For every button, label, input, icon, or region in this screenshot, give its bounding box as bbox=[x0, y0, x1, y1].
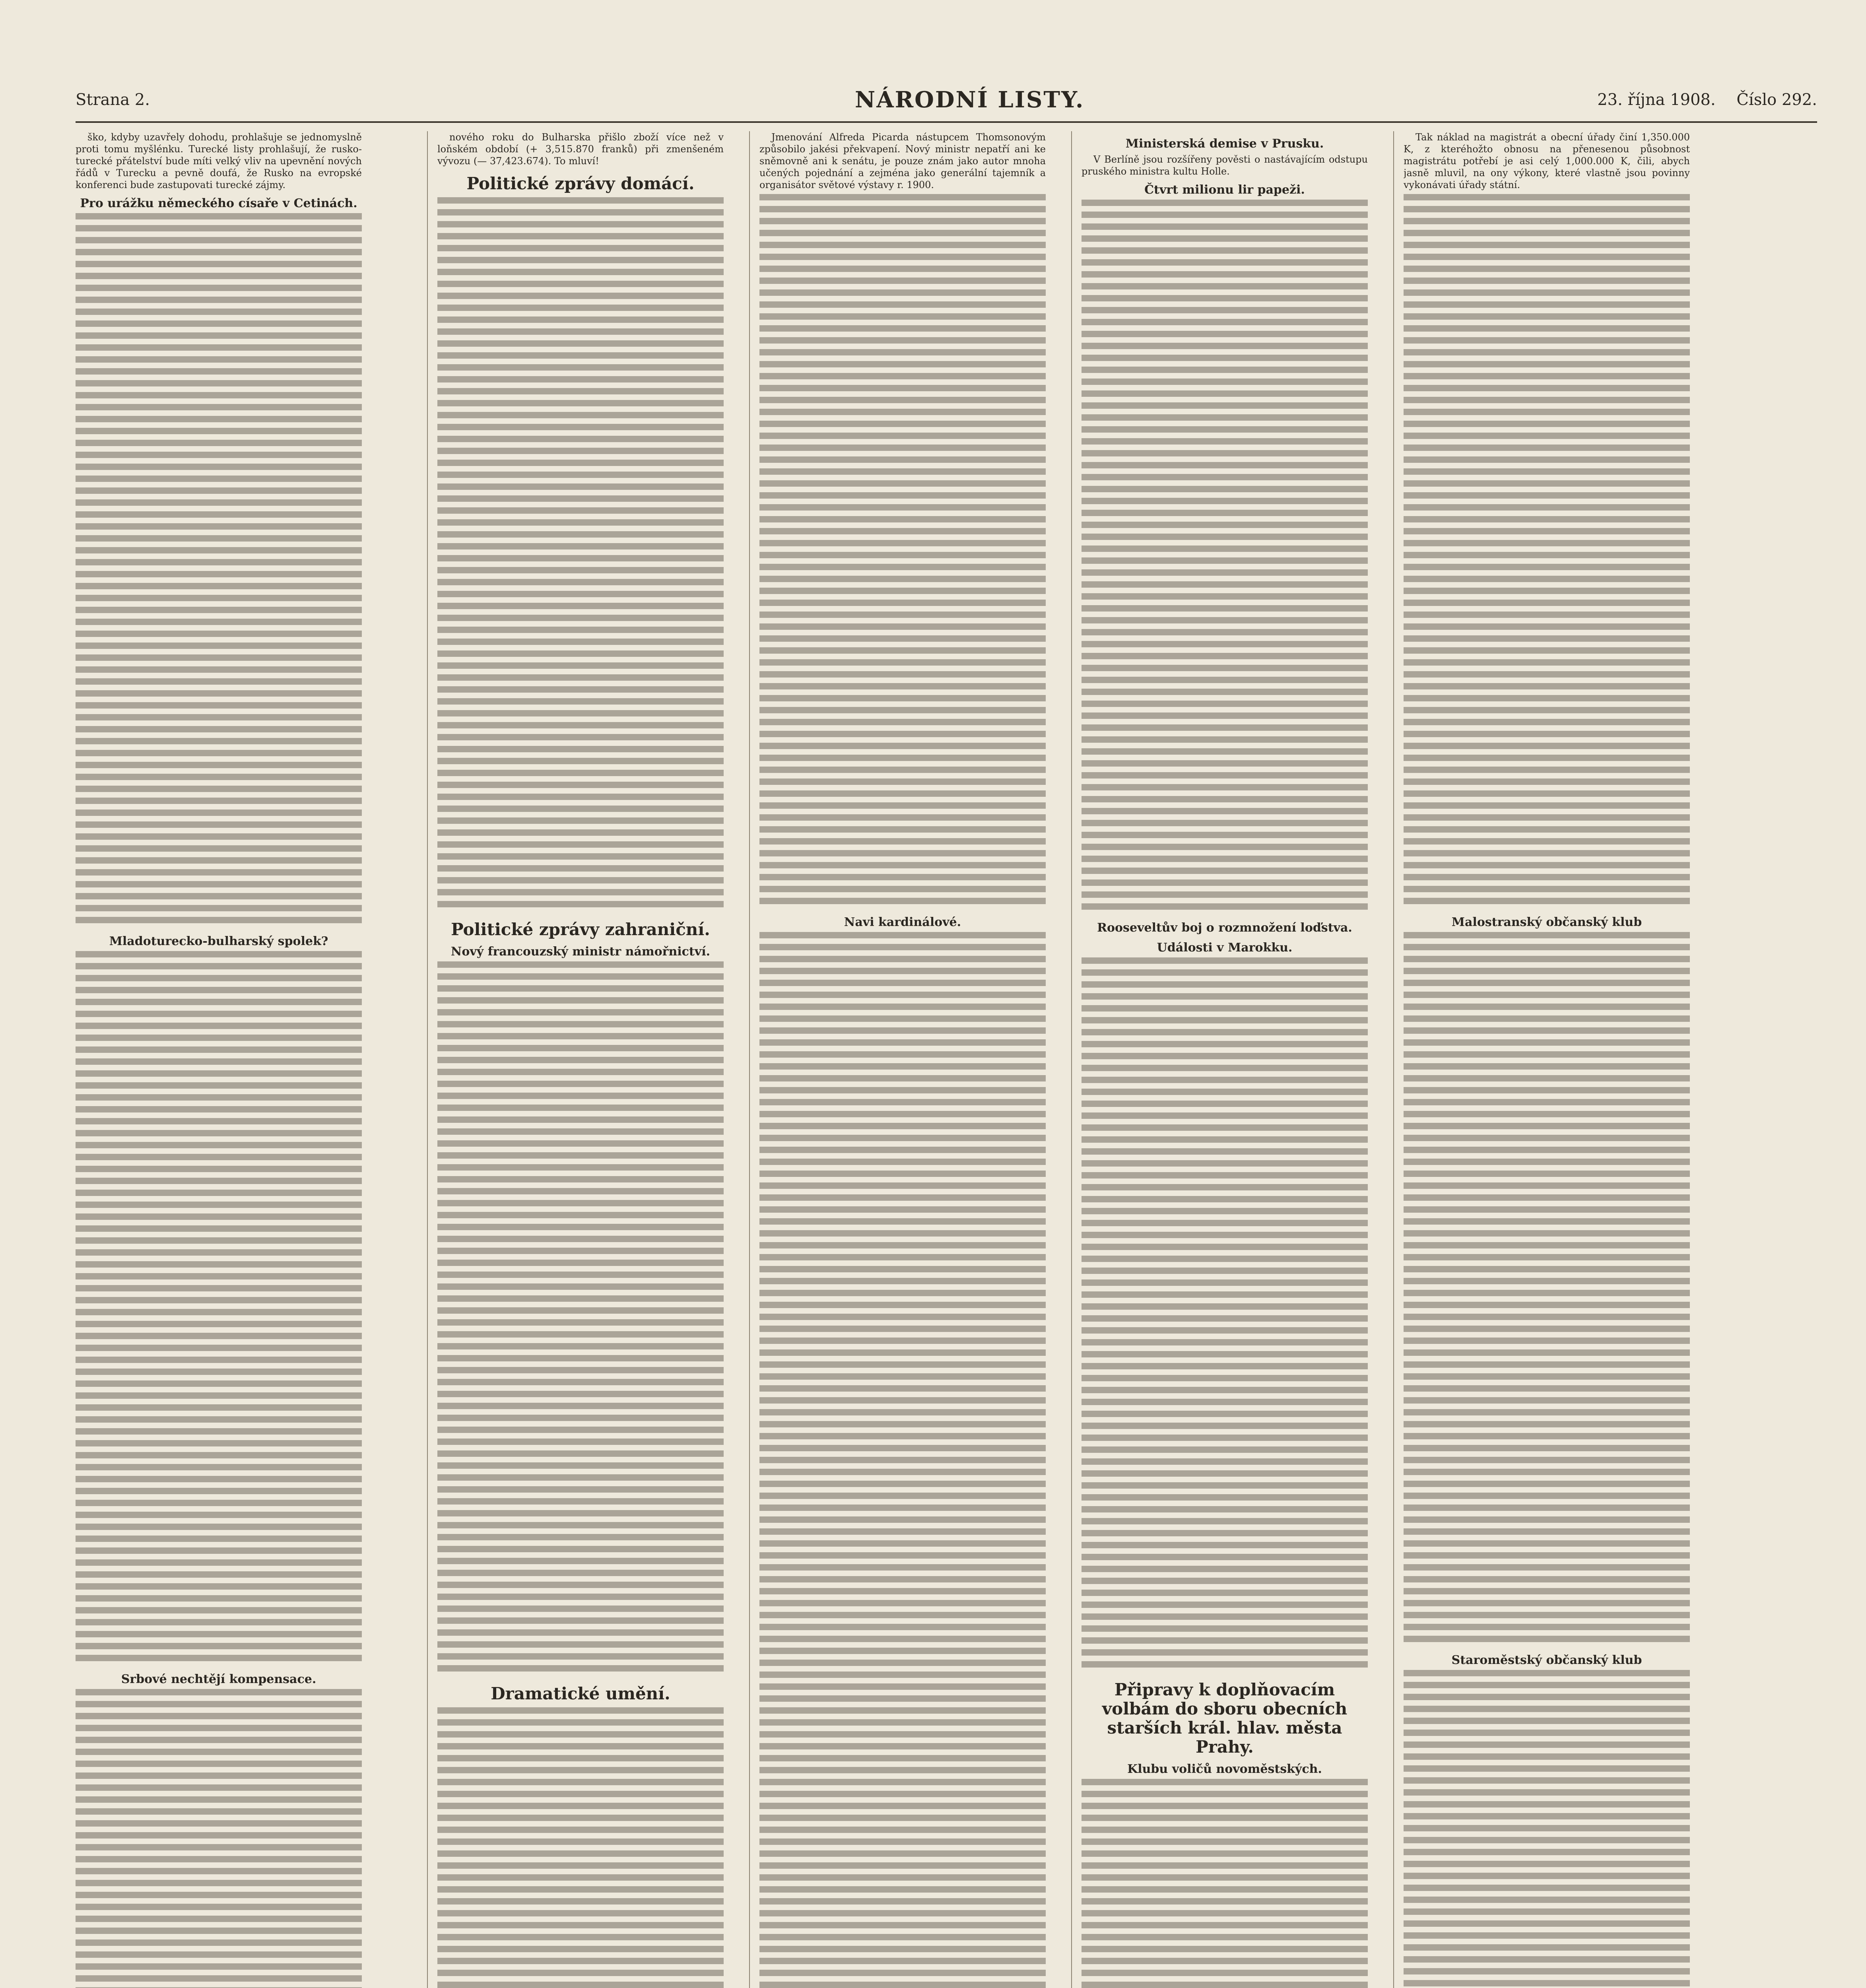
article-text-block bbox=[76, 213, 362, 929]
article-heading: Klubu voličů novoměstských. bbox=[1127, 1762, 1322, 1776]
column-4 bbox=[1082, 131, 1368, 1988]
section-heading: Politické zprávy domácí. bbox=[466, 174, 695, 193]
article-heading: Události v Marokku. bbox=[1157, 941, 1293, 955]
issue-number: Číslo 292. bbox=[1736, 91, 1817, 109]
article-text-block bbox=[437, 1707, 724, 1988]
column-lead: V Berlíně jsou rozšířeny pověsti o nastávajícím odstupu pruského ministra kultu Holle. bbox=[1082, 154, 1368, 177]
section-heading: Připravy k doplňovacím volbám do sboru obecních starších král. hlav. města Prahy. bbox=[1102, 1680, 1348, 1757]
section-heading: Dramatické umění. bbox=[491, 1684, 670, 1703]
masthead bbox=[76, 87, 1817, 118]
article-text-block bbox=[1082, 1779, 1368, 1988]
column-divider bbox=[427, 131, 428, 1988]
article-text-block bbox=[1082, 957, 1368, 1673]
article-text-block bbox=[1404, 932, 1690, 1648]
article-heading: Srbové nechtějí kompensace. bbox=[121, 1672, 317, 1686]
column-3 bbox=[759, 131, 1046, 1988]
column-lead: nového roku do Bulharska přišlo zboží více než v loňském období (+ 3,515.870 franků) při zmenšeném vývozu (— 37,423.674). To mluví! bbox=[437, 132, 724, 167]
article-heading: Rooseveltův boj o rozmnožení loďstva. bbox=[1097, 921, 1352, 935]
article-heading: Mladoturecko-bulharský spolek? bbox=[109, 934, 328, 948]
article-text-block bbox=[76, 1689, 362, 1988]
article-text-block bbox=[437, 961, 724, 1677]
column-5 bbox=[1404, 131, 1690, 1988]
article-text-block bbox=[437, 197, 724, 913]
article-text-block bbox=[759, 194, 1046, 910]
column-divider bbox=[1071, 131, 1072, 1988]
article-heading: Navi kardinálové. bbox=[844, 915, 961, 929]
column-1 bbox=[76, 131, 362, 1988]
newspaper-title: NÁRODNÍ LISTY. bbox=[855, 87, 1085, 113]
issue-date: 23. října 1908. bbox=[1597, 91, 1716, 109]
article-heading: Nový francouzský ministr námořnictví. bbox=[450, 945, 711, 959]
section-heading: Politické zprávy zahraniční. bbox=[451, 920, 710, 939]
article-text-block bbox=[76, 951, 362, 1667]
column-lead: Jmenování Alfreda Picarda nástupcem Thomsonovým způsobilo jakési překvapení. Nový ministr nepatří ani ke sněmovně ani k senátu, je pouze znám jako autor mnoha učených pojednání a zejména jako generální tajemník a organisátor světové výstavy r. 1900. bbox=[759, 132, 1046, 190]
issue-info bbox=[1581, 91, 1817, 109]
article-heading: Staroměstský občanský klub bbox=[1451, 1653, 1642, 1667]
column-lead: Tak náklad na magistrát a obecní úřady činí 1,350.000 K, z kteréhožto obnosu na přenesenou působnost magistrátu potřebí je asi celý 1,000.000 K, čili, abych jasně mluvil, na ony výkony, které vlastně jsou povinny vykonávati úřady státní. bbox=[1404, 132, 1690, 190]
column-divider bbox=[749, 131, 750, 1988]
article-text-block bbox=[759, 932, 1046, 1988]
article-heading: Čtvrt milionu lir papeži. bbox=[1144, 183, 1305, 197]
column-2 bbox=[437, 131, 724, 1988]
article-heading: Pro urážku německého císaře v Cetinách. bbox=[80, 196, 357, 210]
column-divider bbox=[1393, 131, 1394, 1988]
article-heading: Malostranský občanský klub bbox=[1451, 915, 1642, 929]
page-label: Strana 2. bbox=[76, 91, 150, 109]
article-heading: Ministerská demise v Prusku. bbox=[1125, 137, 1324, 151]
masthead-rule bbox=[76, 121, 1817, 123]
article-text-block bbox=[1082, 200, 1368, 915]
column-lead: ško, kdyby uzavřely dohodu, prohlašuje se jednomyslně proti tomu myšlénku. Turecké listy prohlašují, že rusko-turecké přátelství bude míti velký vliv na upevnění nových řádů v Turecku a pevně doufá, že Rusko na evropské konferenci bude zastupovati turecké zájmy. bbox=[76, 132, 362, 190]
article-text-block bbox=[1404, 1670, 1690, 1988]
article-text-block bbox=[1404, 194, 1690, 910]
